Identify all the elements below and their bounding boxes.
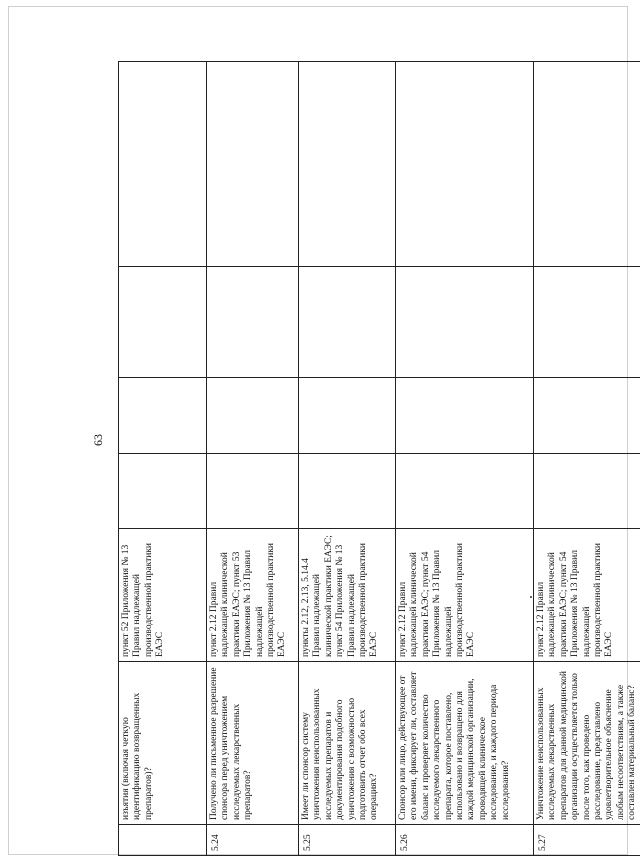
row-number [119, 825, 207, 856]
empty-cell [534, 62, 640, 267]
rotated-table-frame [118, 62, 638, 856]
reference-cell: пункт 2.12 Правил надлежащей клинической практики ЕАЭС; пункт 53 Приложения № 13 Правил надлежащей производственной практики ЕАЭС [207, 529, 299, 662]
row-number: 5.24 [207, 825, 299, 856]
question-cell: Получено ли письменное разрешение спонсора перед уничтожением исследуемых лекарственных препаратов? [207, 662, 299, 825]
question-cell: Имеет ли спонсор систему уничтожения неиспользованных исследуемых препаратов и документирования подобного уничтожения с возможностью подготовить отчет обо всех операциях? [299, 662, 396, 825]
reference-cell: пункт 2.12 Правил надлежащей клинической практики ЕАЭС; пункт 54 Приложения № 13 Правил надлежащей производственной практики ЕАЭС [396, 529, 534, 662]
reference-cell: пункт 2.12 Правил надлежащей клинической практики ЕАЭС; пункт 54 Приложения № 13 Правил надлежащей производственной практики ЕАЭС [534, 529, 640, 662]
row-number: 5.27 [534, 825, 640, 856]
empty-cell [396, 454, 534, 529]
empty-cell [119, 378, 207, 454]
empty-cell [396, 378, 534, 454]
question-cell: Спонсор или лицо, действующее от его имени, фиксирует ли, составляет баланс и проверяет количество исследуемого лекарственного препарата, которое поставлено, использовано и возвращено для каждой медицинской организации, проводящей клиническое исследование, и каждого периода исследования? [396, 662, 534, 825]
reference-cell: пункты 2.12, 2.13, 5.14.4 Правил надлежащей клинической практики ЕАЭС; пункт 54 Приложения № 13 Правил надлежащей производственной практики ЕАЭС [299, 529, 396, 662]
empty-cell [207, 267, 299, 378]
row-number: 5.26 [396, 825, 534, 856]
empty-cell [534, 267, 640, 378]
empty-cell [119, 454, 207, 529]
question-cell: Уничтожение неиспользованных исследуемых лекарственных препаратов для данной медицинской организации осуществляется только после того, как проведено расследование, представлено удовлетворительное объяснение любым несоответствиям, а также составлен материальный баланс? [534, 662, 640, 825]
empty-cell [299, 267, 396, 378]
empty-cell [119, 267, 207, 378]
page-number: 63 [91, 434, 105, 446]
empty-cell [207, 454, 299, 529]
reference-cell: пункт 52 Приложения № 13 Правил надлежащей производственной практики ЕАЭС [119, 529, 207, 662]
empty-cell [396, 62, 534, 267]
table-row [207, 62, 299, 856]
table-row [299, 62, 396, 856]
empty-cell [207, 62, 299, 267]
scan-speck [530, 596, 532, 598]
empty-cell [534, 454, 640, 529]
empty-cell [299, 454, 396, 529]
empty-cell [396, 267, 534, 378]
empty-cell [299, 62, 396, 267]
row-number: 5.25 [299, 825, 396, 856]
empty-cell [299, 378, 396, 454]
table-row [534, 62, 640, 856]
question-cell: изъятия (включая четкую идентификацию возвращенных препаратов)? [119, 662, 207, 825]
table-row [119, 62, 207, 856]
checklist-table [118, 61, 640, 856]
empty-cell [119, 62, 207, 267]
table-row [396, 62, 534, 856]
empty-cell [534, 378, 640, 454]
empty-cell [207, 378, 299, 454]
